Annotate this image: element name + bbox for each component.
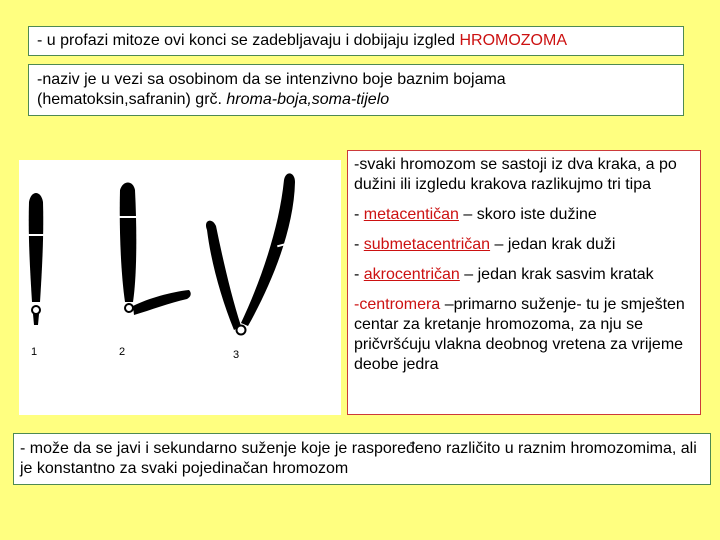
centromere-term: -centromera: [354, 296, 441, 313]
etymology-line-2-text: (hematoksin,safranin) grč.: [37, 91, 227, 108]
chromosome-2-short-arm: [133, 290, 191, 315]
type-submetacentric-prefix: -: [354, 236, 364, 253]
etymology-line-2: [37, 90, 675, 110]
chromosome-2-long-arm: [120, 183, 137, 303]
type-metacentric: [354, 205, 694, 225]
chromosome-1-centromere: [32, 306, 40, 314]
type-submetacentric-desc: – jedan krak duži: [490, 236, 616, 253]
chromosome-term: HROMOZOMA: [459, 32, 567, 49]
types-intro: -svaki hromozom se sastoji iz dva kraka, a po dužini ili izgledu krakova razlikujmo tri tipa: [354, 156, 677, 193]
secondary-constriction-text: - može da se javi i sekundarno suženje koje je raspoređeno različito u raznim hromozomima, ali je konstantno za svaki pojedinačan hromozom: [20, 440, 697, 477]
type-acrocentric-term: akrocentričan: [363, 266, 460, 283]
chromosome-label-3: 3: [233, 349, 240, 361]
chromosome-3-right-arm: [241, 173, 295, 326]
type-metacentric-desc: – skoro iste dužine: [458, 206, 597, 223]
type-submetacentric: [354, 235, 694, 255]
chromosome-label-2: 2: [119, 346, 126, 358]
etymology-box: [28, 64, 684, 116]
type-acrocentric: [354, 265, 694, 285]
chromosome-figure: [19, 160, 341, 415]
chromosome-2-centromere: [125, 304, 133, 312]
secondary-constriction-box: [13, 433, 711, 485]
centromere-desc: –primarno suženje- tu je smješten centar za kretanje hromozoma, za nju se pričvršćuju vlakna deobnog vretena za vrijeme deobe jedra: [354, 296, 685, 373]
etymology-line-1: -naziv je u vezi sa osobinom da se intenzivno boje baznim bojama: [37, 71, 506, 88]
type-acrocentric-desc: – jedan krak sasvim kratak: [459, 266, 654, 283]
chromosome-1-secondary-constriction: [27, 234, 45, 236]
type-metacentric-term: metacentičan: [363, 206, 459, 223]
chromosome-2-secondary-constriction: [117, 216, 137, 218]
etymology-italic: hroma-boja,soma-tijelo: [226, 91, 390, 108]
type-metacentric-prefix: -: [354, 206, 364, 223]
chromosome-drawing: [19, 160, 341, 415]
centromere-definition: [354, 295, 694, 375]
intro-statement-box: [28, 26, 684, 56]
chromosome-label-1: 1: [31, 346, 38, 358]
chromosome-types-box: [347, 150, 701, 415]
chromosome-1-short-arm: [33, 314, 39, 325]
intro-statement-text: - u profazi mitoze ovi konci se zadebljavaju i dobijaju izgled: [37, 32, 460, 49]
chromosome-3-left-arm: [206, 221, 241, 330]
chromosome-1-long-arm: [29, 193, 44, 302]
type-submetacentric-term: submetacentričan: [363, 236, 491, 253]
chromosome-3-centromere: [237, 326, 246, 335]
type-acrocentric-prefix: -: [354, 266, 364, 283]
